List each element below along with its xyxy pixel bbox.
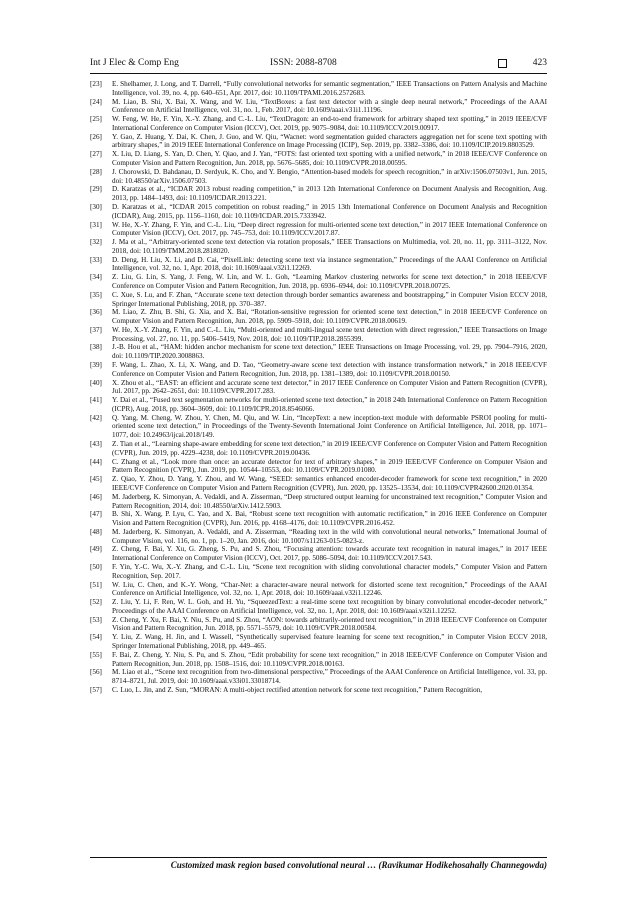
- reference-item: [90, 379, 547, 397]
- reference-item: [90, 273, 547, 291]
- reference-item: [90, 414, 547, 440]
- reference-item: [90, 528, 547, 546]
- reference-number: [55]: [90, 650, 102, 659]
- reference-text: Z. Cheng, F. Bai, Y. Xu, G. Zheng, S. Pu, and S. Zhou, “Focusing attention: towards accurate text recognition in natural images,” in 2017 IEEE International Conference on Computer Vision (ICCV), Oct. 2017, pp. 5086–5094, doi: 10.1109/ICCV.2017.543.: [112, 545, 547, 563]
- reference-text: F. Wang, L. Zhao, X. Li, X. Wang, and D. Tao, “Geometry-aware scene text detection with instance transformation network,” in 2018 IEEE/CVF Conference on Computer Vision and Pattern Recognition, Jun. 2018, pp. 1381–1389, doi: 10.1109/CVPR.2018.00150.: [112, 361, 547, 378]
- reference-number: [45]: [90, 475, 102, 484]
- reference-text: E. Shelhamer, J. Long, and T. Darrell, “Fully convolutional networks for semantic segmentation,” IEEE Transactions on Pattern Analysis and Machine Intelligence, vol. 39, no. 4, pp. 640–651, Apr. 2017, doi: 10.1109/TPAMI.2016.2572683.: [112, 80, 547, 97]
- reference-item: [90, 616, 547, 634]
- reference-text: W. Feng, W. He, F. Yin, X.-Y. Zhang, and C.-L. Liu, “TextDragon: an end-to-end framework for arbitrary shaped text spotting,” in 2019 IEEE/CVF International Conference on Computer Vision (ICCV), Oct. 2019, pp. 9075–9084, doi: 10.1109/ICCV.2019.00917.: [112, 115, 547, 132]
- reference-item: [90, 396, 547, 414]
- reference-item: [90, 150, 547, 168]
- reference-number: [37]: [90, 325, 102, 334]
- issn: ISSN: 2088-8708: [270, 58, 337, 68]
- page-number: 423: [532, 58, 547, 68]
- reference-number: [51]: [90, 580, 102, 589]
- reference-item: [90, 581, 547, 599]
- reference-item: [90, 598, 547, 616]
- reference-number: [43]: [90, 440, 102, 449]
- reference-number: [29]: [90, 185, 102, 194]
- reference-number: [38]: [90, 343, 102, 352]
- reference-number: [34]: [90, 273, 102, 282]
- reference-number: [54]: [90, 633, 102, 642]
- reference-text: Z. Cheng, Y. Xu, F. Bai, Y. Niu, S. Pu, and S. Zhou, “AON: towards arbitrarily-oriented text recognition,” in 2018 IEEE/CVF Conference on Computer Vision and Pattern Recognition, Jun. 2018, pp. 5571–5579, doi: 10.1109/CVPR.2018.00584.: [112, 615, 547, 633]
- reference-number: [46]: [90, 492, 102, 501]
- reference-number: [32]: [90, 238, 102, 247]
- reference-item: [90, 221, 547, 239]
- reference-number: [57]: [90, 685, 102, 694]
- reference-number: [47]: [90, 510, 102, 519]
- reference-item: [90, 651, 547, 669]
- page-header: [90, 58, 547, 72]
- reference-number: [36]: [90, 308, 102, 317]
- reference-number: [53]: [90, 615, 102, 624]
- reference-item: [90, 291, 547, 309]
- reference-number: [33]: [90, 255, 102, 264]
- reference-number: [39]: [90, 361, 102, 369]
- reference-item: [90, 168, 547, 186]
- reference-number: [31]: [90, 220, 102, 229]
- reference-text: J.-B. Hou et al., “HAM: hidden anchor mechanism for scene text detection,” IEEE Transactions on Image Processing, vol. 29, pp. 7904–7916, 2020, doi: 10.1109/TIP.2020.3008863.: [112, 343, 547, 361]
- reference-number: [30]: [90, 202, 102, 211]
- reference-text: D. Karatzas et al., “ICDAR 2013 robust reading competition,” in 2013 12th International Conference on Document Analysis and Recognition, Aug. 2013, pp. 1484–1493, doi: 10.1109/ICDAR.2013.221.: [112, 185, 547, 203]
- reference-item: [90, 98, 547, 116]
- reference-item: [90, 343, 547, 361]
- reference-number: [35]: [90, 290, 102, 299]
- journal-name: Int J Elec & Comp Eng: [90, 58, 179, 68]
- reference-item: [90, 668, 547, 686]
- checkbox-square-icon: [498, 59, 507, 68]
- reference-number: [26]: [90, 132, 102, 141]
- reference-item: [90, 563, 547, 581]
- reference-text: X. Zhou et al., “EAST: an efficient and accurate scene text detector,” in 2017 IEEE Conference on Computer Vision and Pattern Recognition (CVPR), Jul. 2017, pp. 2642–2651, doi: 10.1109/CVPR.2017.283.: [112, 378, 547, 396]
- reference-text: M. Liao, B. Shi, X. Bai, X. Wang, and W. Liu, “TextBoxes: a fast text detector with a single deep neural network,” Proceedings of the AAAI Conference on Artificial Intelligence, vol. 31, no. 1, Feb. 2017, doi: 10.1609/aaai.v31i1.11196.: [112, 97, 547, 115]
- reference-item: [90, 458, 547, 476]
- reference-number: [50]: [90, 562, 102, 571]
- reference-text: Z. Liu, Y. Li, F. Ren, W. L. Goh, and H. Yu, “SqueezedText: a real-time scene text recognition by binary convolutional encoder-decoder network,” Proceedings of the AAAI Conference on Artificial Intelligence, vol. 32, no. 1, Apr. 2018, doi: 10.1609/aaai.v32i1.12252.: [112, 598, 547, 615]
- reference-item: [90, 510, 547, 528]
- reference-text: M. Liao, Z. Zhu, B. Shi, G. Xia, and X. Bai, “Rotation-sensitive regression for oriented scene text detection,” in 2018 IEEE/CVF Conference on Computer Vision and Pattern Recognition, Jun. 2018, pp. 5909–5918, doi: 10.1109/CVPR.2018.00619.: [112, 308, 547, 326]
- reference-text: M. Jaderberg, K. Simonyan, A. Vedaldi, and A. Zisserman, “Deep structured output learning for unconstrained text recognition,” Computer Vision and Pattern Recognition, 2014, doi: 10.48550/arXiv.1412.5903.: [112, 492, 547, 510]
- reference-number: [27]: [90, 150, 102, 159]
- reference-number: [49]: [90, 545, 102, 554]
- reference-item: [90, 133, 547, 151]
- reference-number: [23]: [90, 80, 102, 88]
- reference-text: M. Jaderberg, K. Simonyan, A. Vedaldi, and A. Zisserman, “Reading text in the wild with convolutional neural networks,” International Journal of Computer Vision, vol. 116, no. 1, pp. 1–20, Jan. 2016, doi: 10.1007/s11263-015-0823-z.: [112, 527, 547, 545]
- header-rule: [90, 73, 547, 74]
- reference-text: Y. Dai et al., “Fused text segmentation networks for multi-oriented scene text detection,” in 2018 24th International Conference on Pattern Recognition (ICPR), Aug. 2018, pp. 3604–3609, doi: 10.1109/ICPR.2018.8546066.: [112, 396, 547, 413]
- reference-number: [28]: [90, 167, 102, 176]
- reference-text: Z. Tian et al., “Learning shape-aware embedding for scene text detection,” in 2019 IEEE/CVF Conference on Computer Vision and Pattern Recognition (CVPR), Jun. 2019, pp. 4229–4238, doi: 10.1109/CVPR.2019.00436.: [112, 440, 547, 457]
- reference-text: D. Deng, H. Liu, X. Li, and D. Cai, “PixelLink: detecting scene text via instance segmentation,” Proceedings of the AAAI Conference on Artificial Intelligence, vol. 32, no. 1, Apr. 2018, doi: 10.1609/aaai.v32i1.12269.: [112, 255, 547, 273]
- reference-text: W. He, X.-Y. Zhang, F. Yin, and C.-L. Liu, “Multi-oriented and multi-lingual scene text detection with direct regression,” IEEE Transactions on Image Processing, vol. 27, no. 11, pp. 5406–5419, Nov. 2018, doi: 10.1109/TIP.2018.2855399.: [112, 325, 547, 343]
- reference-item: [90, 440, 547, 458]
- reference-item: [90, 545, 547, 563]
- reference-text: Z. Liu, G. Lin, S. Yang, J. Feng, W. Lin, and W. L. Goh, “Learning Markov clustering networks for scene text detection,” in 2018 IEEE/CVF Conference on Computer Vision and Pattern Recognition, Jun. 2018, pp. 6936–6944, doi: 10.1109/CVPR.2018.00725.: [112, 273, 547, 290]
- reference-number: [42]: [90, 413, 102, 422]
- reference-text: D. Karatzas et al., “ICDAR 2015 competition on robust reading,” in 2015 13th International Conference on Document Analysis and Recognition (ICDAR), Aug. 2015, pp. 1156–1160, doi: 10.1109/ICDAR.2015.7333942.: [112, 202, 547, 220]
- reference-item: [90, 308, 547, 326]
- reference-text: F. Bai, Z. Cheng, Y. Niu, S. Pu, and S. Zhou, “Edit probability for scene text recognition,” in 2018 IEEE/CVF Conference on Computer Vision and Pattern Recognition, Jun. 2018, pp. 1508–1516, doi: 10.1109/CVPR.2018.00163.: [112, 650, 547, 668]
- reference-text: W. Liu, C. Chen, and K.-Y. Wong, “Char-Net: a character-aware neural network for distorted scene text recognition,” Proceedings of the AAAI Conference on Artificial Intelligence, vol. 32, no. 1, Apr. 2018, doi: 10.1609/aaai.v32i1.12246.: [112, 580, 547, 598]
- reference-item: [90, 185, 547, 203]
- reference-text: C. Xue, S. Lu, and F. Zhan, “Accurate scene text detection through border semantics awareness and bootstrapping,” in Computer Vision ECCV 2018, Springer International Publishing, 2018, pp. 370–387.: [112, 290, 547, 308]
- reference-list: [90, 80, 547, 695]
- reference-item: [90, 633, 547, 651]
- reference-number: [25]: [90, 115, 102, 124]
- reference-item: [90, 475, 547, 493]
- reference-item: [90, 326, 547, 344]
- reference-item: [90, 256, 547, 274]
- reference-text: J. Chorowski, D. Bahdanau, D. Serdyuk, K. Cho, and Y. Bengio, “Attention-based models for speech recognition,” in arXiv:1506.07503v1, Jun. 2015, doi: 10.48550/arXiv.1506.07503.: [112, 167, 547, 185]
- reference-text: Y. Liu, Z. Wang, H. Jin, and I. Wassell, “Synthetically supervised feature learning for scene text recognition,” in Computer Vision ECCV 2018, Springer International Publishing, 2018, pp. 449–465.: [112, 633, 547, 650]
- reference-text: J. Ma et al., “Arbitrary-oriented scene text detection via rotation proposals,” IEEE Transactions on Multimedia, vol. 20, no. 11, pp. 3111–3122, Nov. 2018, doi: 10.1109/TMM.2018.2818020.: [112, 238, 547, 255]
- reference-text: X. Liu, D. Liang, S. Yan, D. Chen, Y. Qiao, and J. Yan, “FOTS: fast oriented text spotting with a unified network,” in 2018 IEEE/CVF Conference on Computer Vision and Pattern Recognition, Jun. 2018, pp. 5676–5685, doi: 10.1109/CVPR.2018.00595.: [112, 150, 547, 168]
- reference-item: [90, 361, 547, 379]
- reference-number: [40]: [90, 378, 102, 387]
- reference-text: Y. Gao, Z. Huang, Y. Dai, K. Chen, J. Guo, and W. Qiu, “Wacnet: word segmentation guided characters aggregation net for scene text spotting with arbitrary shapes,” in 2019 IEEE International Conference on Image Processing (ICIP), Sep. 2019, pp. 3382–3386, doi: 10.1109/ICIP.2019.8803529.: [112, 132, 547, 150]
- reference-text: Z. Qiao, Y. Zhou, D. Yang, Y. Zhou, and W. Wang, “SEED: semantics enhanced encoder-decoder framework for scene text recognition,” in 2020 IEEE/CVF Conference on Computer Vision and Pattern Recognition (CVPR), Jun. 2020, pp. 13525–13534, doi: 10.1109/CVPR42600.2020.01354.: [112, 475, 547, 492]
- reference-number: [52]: [90, 598, 102, 607]
- running-footer: Customized mask region based convolutional neural … (Ravikumar Hodikehosahally Channegowda): [170, 860, 547, 870]
- footer-rule: [90, 857, 547, 858]
- reference-text: C. Luo, L. Jin, and Z. Sun, “MORAN: A multi-object rectified attention network for scene text recognition,” Pattern Recognition,: [112, 685, 483, 694]
- reference-item: [90, 80, 547, 98]
- reference-item: [90, 493, 547, 511]
- reference-text: F. Yin, Y.-C. Wu, X.-Y. Zhang, and C.-L. Liu, “Scene text recognition with sliding convolutional character models,” Computer Vision and Pattern Recognition, Sep. 2017.: [112, 562, 547, 580]
- reference-text: C. Zhang et al., “Look more than once: an accurate detector for text of arbitrary shapes,” in 2019 IEEE/CVF Conference on Computer Vision and Pattern Recognition (CVPR), Jun. 2019, pp. 10544–10553, doi: 10.1109/CVPR.2019.01080.: [112, 457, 547, 475]
- reference-number: [44]: [90, 457, 102, 466]
- reference-item: [90, 203, 547, 221]
- reference-number: [24]: [90, 97, 102, 106]
- reference-text: B. Shi, X. Wang, P. Lyu, C. Yao, and X. Bai, “Robust scene text recognition with automatic rectification,” in 2016 IEEE Conference on Computer Vision and Pattern Recognition (CVPR), Jun. 2016, pp. 4168–4176, doi: 10.1109/CVPR.2016.452.: [112, 510, 547, 528]
- reference-text: W. He, X.-Y. Zhang, F. Yin, and C.-L. Liu, “Deep direct regression for multi-oriented scene text detection,” in 2017 IEEE International Conference on Computer Vision (ICCV), Oct. 2017, pp. 745–753, doi: 10.1109/ICCV.2017.87.: [112, 220, 547, 238]
- reference-item: [90, 115, 547, 133]
- reference-number: [48]: [90, 527, 102, 536]
- reference-item: [90, 686, 547, 695]
- reference-number: [41]: [90, 396, 102, 405]
- reference-text: Q. Yang, M. Cheng, W. Zhou, Y. Chen, M. Qiu, and W. Lin, “IncepText: a new inception-text module with deformable PSROI pooling for multi-oriented scene text detection,” in Proceedings of the Twenty-Seventh International Joint Conference on Artificial Intelligence, Jul. 2018, pp. 1071–1077, doi: 10.24963/ijcai.2018/149.: [112, 413, 547, 440]
- reference-number: [56]: [90, 668, 102, 677]
- reference-text: M. Liao et al., “Scene text recognition from two-dimensional perspective,” Proceedings of the AAAI Conference on Artificial Intelligence, vol. 33, pp. 8714–8721, Jul. 2019, doi: 10.1609/aaai.v33i01.33018714.: [112, 668, 547, 686]
- reference-item: [90, 238, 547, 256]
